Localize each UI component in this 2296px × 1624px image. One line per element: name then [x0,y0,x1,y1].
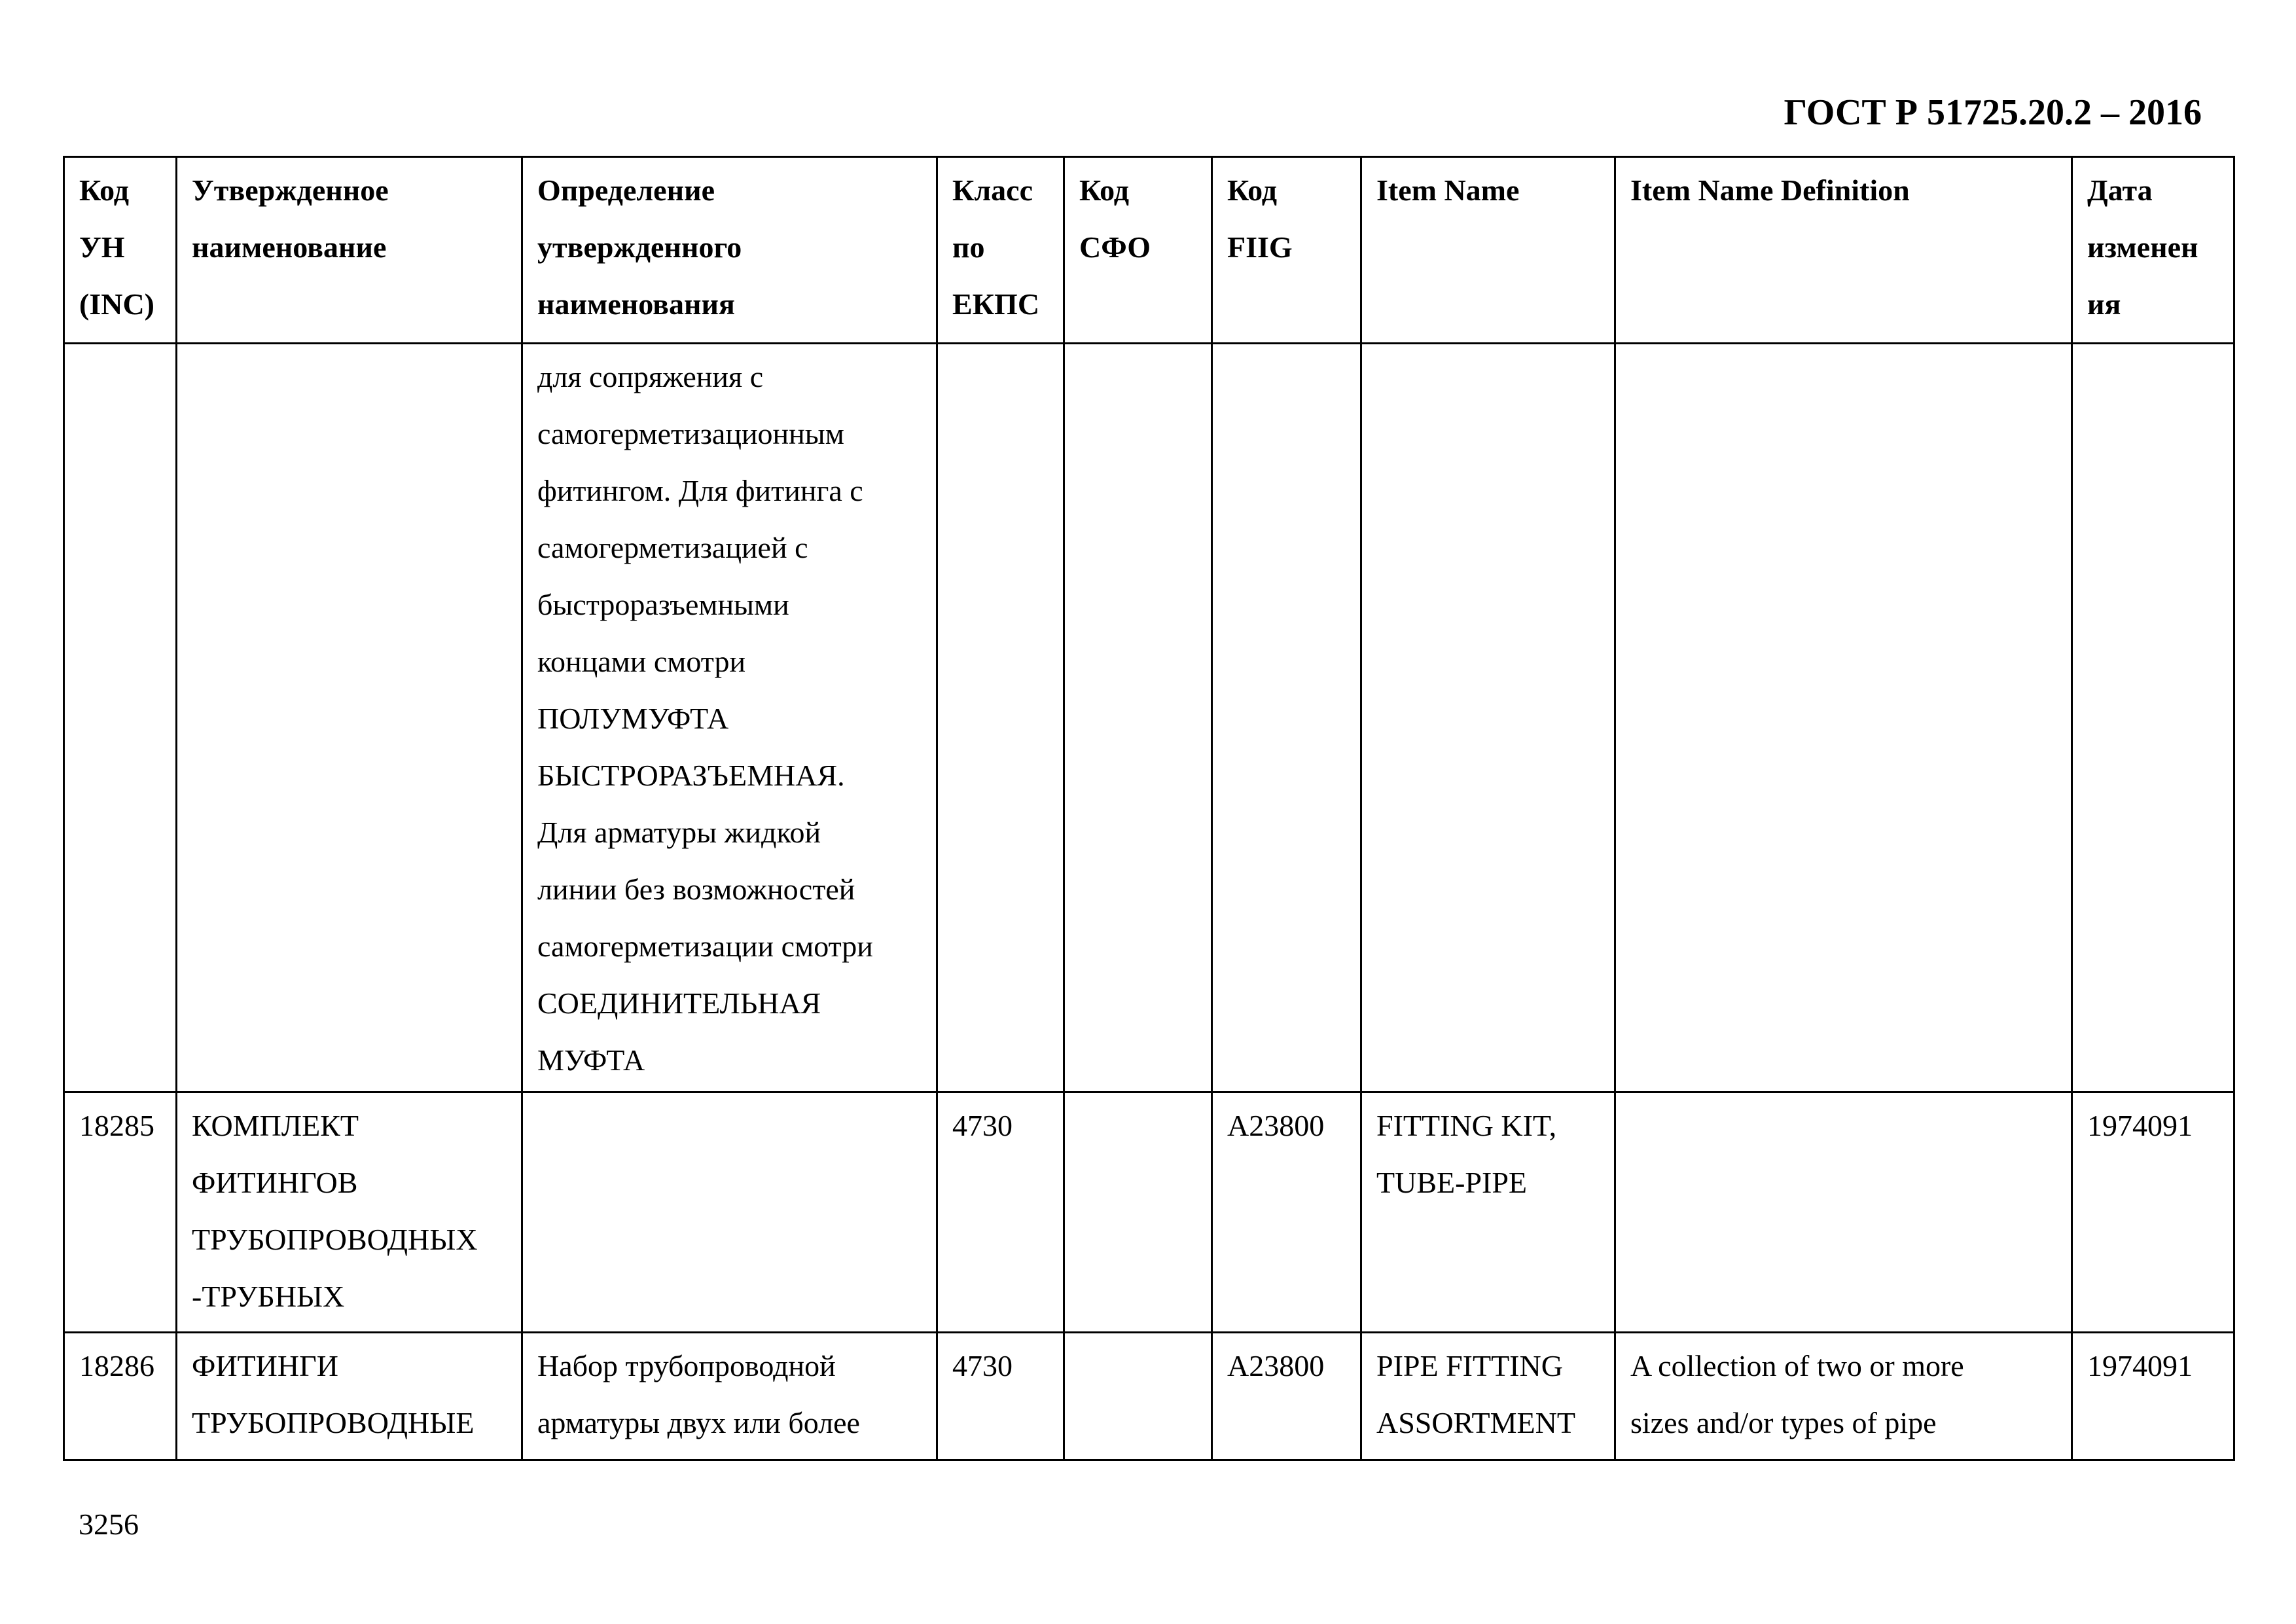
table-row [64,1333,2234,1460]
cell-text-line: фитингом. Для фитинга с [537,474,863,507]
cell-text-line: TUBE-PIPE [1376,1166,1527,1199]
header-approved-name [177,157,522,344]
cell-text-line: ФИТИНГОВ [192,1166,358,1199]
cell-text-line: ПОЛУМУФТА [537,702,729,735]
cell-text-line: быстроразъемными [537,588,789,621]
cell-text-line: ЕКПС [952,287,1040,321]
header-fiig-code [1212,157,1361,344]
header-inc-code [64,157,177,344]
cell-approved-name [177,1333,522,1460]
cell-text-line: Набор трубопроводной [537,1349,836,1382]
cell-approved-name [177,344,522,1092]
cell-inc-code [64,1092,177,1333]
cell-text-line: Item Name Definition [1630,173,1910,207]
cell-text-line: Утвержденное [192,173,389,207]
cell-text-line: sizes and/or types of pipe [1630,1406,1937,1439]
cell-text-line: Для арматуры жидкой [537,816,821,849]
cell-text-line: FIIG [1227,230,1293,264]
cell-text-line: FITTING KIT, [1376,1109,1557,1142]
cell-text-line: концами смотри [537,645,746,678]
cell-text-line: УН [79,230,125,264]
cell-name-definition [522,1092,937,1333]
cell-text-line: 18285 [79,1109,154,1142]
cell-text-line: БЫСТРОРАЗЪЕМНАЯ. [537,759,845,792]
cell-item-name-definition [1615,1333,2072,1460]
cell-item-name [1361,1333,1615,1460]
cell-text-line: Определение [537,173,715,207]
cell-text-line: наименования [537,287,735,321]
cell-text-line: линии без возможностей [537,873,855,906]
cell-text-line: наименование [192,230,387,264]
header-name-definition [522,157,937,344]
cell-text-line: утвержденного [537,230,742,264]
page-number: 3256 [79,1507,139,1541]
cell-sfo-code [1064,1092,1212,1333]
cell-change-date [2072,1333,2234,1460]
cell-inc-code [64,1333,177,1460]
cell-text-line: Класс [952,173,1033,207]
cell-text-line: самогерметизацией с [537,531,808,564]
cell-text-line: PIPE FITTING [1376,1349,1563,1382]
cell-name-definition [522,1333,937,1460]
cell-item-name [1361,1092,1615,1333]
cell-change-date [2072,1092,2234,1333]
cell-fiig-code [1212,1333,1361,1460]
cell-text-line: ASSORTMENT [1376,1406,1575,1439]
header-ekps-class [937,157,1064,344]
cell-text-line: МУФТА [537,1043,645,1077]
cell-text-line: Item Name [1376,173,1520,207]
cell-text-line: изменен [2087,230,2198,264]
cell-fiig-code [1212,344,1361,1092]
header-sfo-code [1064,157,1212,344]
header-item-name-definition [1615,157,2072,344]
cell-text-line: для сопряжения с [537,360,764,393]
cell-text-line: ТРУБОПРОВОДНЫХ [192,1223,478,1256]
cell-text-line: Код [79,173,130,207]
table-header-row [64,157,2234,344]
cell-fiig-code [1212,1092,1361,1333]
cell-text-line: -ТРУБНЫХ [192,1280,345,1313]
cell-text-line: самогерметизации смотри [537,929,873,963]
cell-text-line: СОЕДИНИТЕЛЬНАЯ [537,986,821,1020]
cell-text-line: 18286 [79,1349,154,1382]
cell-sfo-code [1064,344,1212,1092]
cell-text-line: Дата [2087,173,2153,207]
cell-text-line: A23800 [1227,1109,1325,1142]
cell-text-line: самогерметизационным [537,417,844,450]
cell-item-name [1361,344,1615,1092]
header-item-name [1361,157,1615,344]
classification-table [63,156,2235,1461]
cell-text-line: КОМПЛЕКТ [192,1109,359,1142]
cell-text-line: (INC) [79,287,154,321]
table-row [64,344,2234,1092]
cell-inc-code [64,344,177,1092]
cell-text-line: ТРУБОПРОВОДНЫЕ [192,1406,475,1439]
header-change-date [2072,157,2234,344]
cell-name-definition [522,344,937,1092]
cell-text-line: по [952,230,985,264]
cell-ekps-class [937,344,1064,1092]
cell-item-name-definition [1615,344,2072,1092]
cell-ekps-class [937,1333,1064,1460]
cell-text-line: A23800 [1227,1349,1325,1382]
cell-text-line: Код [1079,173,1130,207]
cell-approved-name [177,1092,522,1333]
cell-item-name-definition [1615,1092,2072,1333]
cell-text-line: арматуры двух или более [537,1406,860,1439]
cell-sfo-code [1064,1333,1212,1460]
document-title: ГОСТ Р 51725.20.2 – 2016 [1784,92,2202,133]
cell-text-line: 4730 [952,1109,1013,1142]
cell-text-line: 1974091 [2087,1109,2193,1142]
cell-text-line: Код [1227,173,1278,207]
table-row [64,1092,2234,1333]
cell-text-line: СФО [1079,230,1151,264]
cell-text-line: ия [2087,287,2121,321]
cell-change-date [2072,344,2234,1092]
cell-text-line: 4730 [952,1349,1013,1382]
cell-ekps-class [937,1092,1064,1333]
cell-text-line: 1974091 [2087,1349,2193,1382]
cell-text-line: ФИТИНГИ [192,1349,338,1382]
cell-text-line: A collection of two or more [1630,1349,1964,1382]
